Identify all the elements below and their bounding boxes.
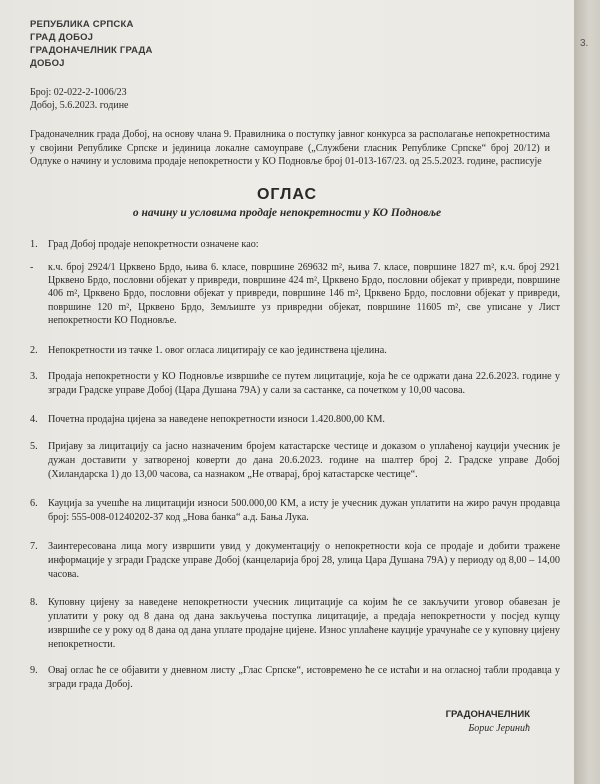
issuer-header	[30, 18, 153, 70]
item-text: Почетна продајна цијена за наведене непокретности износи 1.420.800,00 КМ.	[48, 414, 385, 425]
page-title: ОГЛАС	[256, 186, 318, 203]
page-fold-edge	[574, 0, 600, 784]
item-text: Пријаву за лицитацију са јасно назначеним бројем катастарске честице и доказом о уплаћеној кауцији учесник је дужан доставити у затвореној коверти до дана 20.6.2023. године на шалтер број 2. Градске управе Добој (Хиландарска 1) до 13,00 часова, са назнаком „Не отварај, број катастарске честице“.	[48, 441, 560, 480]
list-item	[30, 664, 560, 692]
header-line-mayor: ГРАДОНАЧЕЛНИК ГРАДА	[30, 45, 153, 56]
signatory-role: ГРАДОНАЧЕЛНИК	[445, 709, 530, 720]
item-text: Кауција за учешће на лицитацији износи 500.000,00 КМ, а исту је учесник дужан уплатити на жиро рачун продавца број: 555-008-01240202-37 код „Нова банка“ а.д. Бања Лука.	[48, 498, 560, 523]
header-line-doboj: ДОБОЈ	[30, 58, 65, 69]
item-text: Овај оглас ће се објавити у дневном листу „Глас Српске“, истовремено ће се истаћи и на огласној табли продавца у згради града Добој.	[48, 665, 560, 690]
item-number: 1.	[30, 239, 38, 250]
reference-date: Добој, 5.6.2023. године	[30, 100, 129, 111]
list-item	[30, 497, 560, 525]
item-text: Заинтересована лица могу извршити увид у документацију о непокретности која се продаје и добити тражене информације у згради Градске управе Добој (канцеларија број 28, улица Цара Душана 79А) у периоду од 8,00 – 14,00 часова.	[48, 541, 560, 580]
item-text: Град Добој продаје непокретности означене као:	[48, 239, 259, 250]
bullet-marker: -	[30, 262, 34, 273]
item-number: 6.	[30, 498, 38, 509]
item-number: 2.	[30, 345, 38, 356]
list-item	[30, 238, 560, 252]
list-item	[30, 344, 560, 358]
header-line-republic: РЕПУБЛИКА СРПСКА	[30, 19, 134, 30]
item-number: 7.	[30, 541, 38, 552]
item-text: Продаја непокретности у КО Подновље извршиће се путем лицитације, која ће се одржати дана 22.6.2023. године у згради Градске управе Добој (Цара Душана 79А) у сали за састанке, са почетком у 10,00 часова.	[48, 371, 560, 396]
reference-number: Број: 02-022-2-1006/23	[30, 87, 127, 98]
item-number: 5.	[30, 441, 38, 452]
intro-paragraph: Градоначелник града Добој, на основу члана 9. Правилника о поступку јавног конкурса за располагање непокретностима у својини Републике Српске и јединица локалне самоуправе („Службени гласник Републике Српске“ број 20/12) и Одлуке о начину и условима продаје непокретности у КО Подновље број 01-013-167/23. од 25.5.2023. године, расписује	[30, 129, 550, 168]
item-text: Непокретности из тачке 1. овог огласа лицитирају се као јединствена цјелина.	[48, 345, 387, 356]
property-description	[30, 261, 560, 327]
list-item	[30, 413, 560, 427]
item-number: 8.	[30, 597, 38, 608]
item-number: 9.	[30, 665, 38, 676]
item-number: 4.	[30, 414, 38, 425]
header-line-city: ГРАД ДОБОЈ	[30, 32, 94, 43]
document-reference	[30, 86, 128, 112]
item-text: Куповну цијену за наведене непокретности учесник лицитације са којим ће се закључити уговор обавезан је уплатити у року од 8 дана од дана закључења поступка лицитације, а предаја непокретности у посјед купцу извршиће се у року од 8 дана од дана уплате продајне цијене. Износ уплаћене кауције урачунаће се у куповну цијену непокретности.	[48, 597, 560, 650]
list-item	[30, 440, 560, 482]
signature-block	[446, 708, 530, 736]
list-item	[30, 596, 560, 652]
list-item	[30, 540, 560, 582]
item-number: 3.	[30, 371, 38, 382]
signatory-name: Борис Јеринић	[468, 723, 530, 734]
list-item	[30, 370, 560, 398]
page-subtitle: о начину и условима продаје непокретности у КО Подновље	[132, 207, 442, 219]
page-number: 3.	[580, 38, 589, 49]
property-text: к.ч. број 2924/1 Црквено Брдо, њива 6. класе, површине 269632 m², њива 7. класе, површине 1827 m², к.ч. број 2921 Црквено Брдо, пословни објекат у привреди, површине 424 m², Црквено Брдо, пословни објекат у привреди, површине 406 m², Црквено Брдо, пословни објекат у привреди, површине 146 m², Црквено Брдо, пословни објекат у привреди, површине 120 m², Црквено Брдо, Земљиште уз привредни објекат, површине 11605 m², све уписане у Лист непокретности КО Подновље.	[48, 262, 560, 326]
